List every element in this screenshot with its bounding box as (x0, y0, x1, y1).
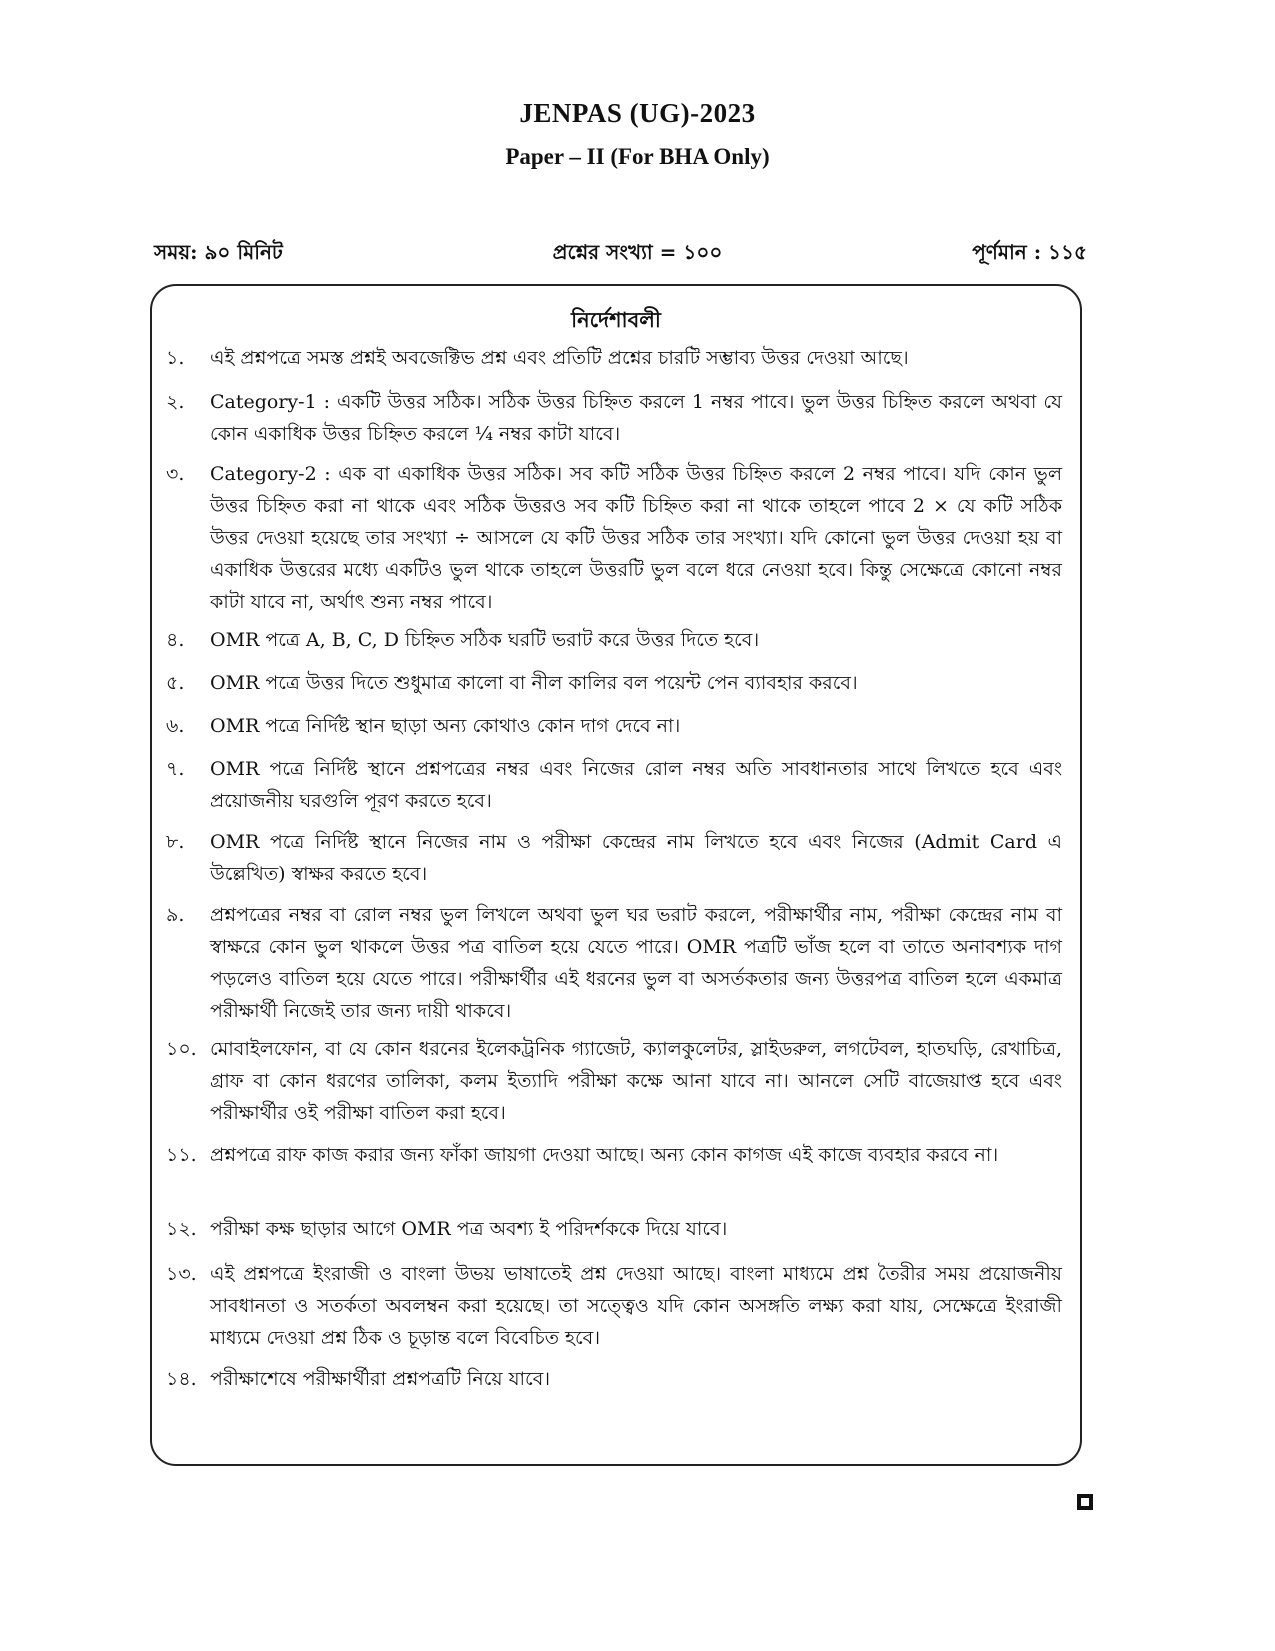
instruction-text: প্রশ্নপত্রে রাফ কাজ করার জন্য ফাঁকা জায়গা দেওয়া আছে। অন্য কোন কাগজ এই কাজে ব্যবহার করবে না। (210, 1144, 999, 1166)
instruction-text: Category-1 : একটি উত্তর সঠিক। সঠিক উত্তর চিহ্নিত করলে 1 নম্বর পাবে। ভুল উত্তর চিহ্নিত করলে অথবা যে কোন একাধিক উত্তর চিহ্নিত করলে ¼ নম্বর কাটা যাবে। (210, 391, 1062, 445)
instructions-heading: নির্দেশাবলী (571, 307, 661, 332)
instruction-number: ৭. (166, 758, 185, 780)
instruction-text: এই প্রশ্নপত্রে সমস্ত প্রশ্নই অবজেক্টিভ প্রশ্ন এবং প্রতিটি প্রশ্নের চারটি সম্ভাব্য উত্তর দেওয়া আছে। (210, 347, 909, 369)
instruction-item-9 (166, 899, 1062, 1027)
instruction-text: OMR পত্রে নির্দিষ্ট স্থান ছাড়া অন্য কোথাও কোন দাগ দেবে না। (210, 715, 681, 737)
instruction-item-6 (166, 710, 1062, 742)
instruction-number: ১২. (166, 1218, 197, 1240)
instruction-text: OMR পত্রে উত্তর দিতে শুধুমাত্র কালো বা নীল কালির বল পয়েন্ট পেন ব্যাবহার করবে। (210, 672, 858, 694)
instruction-item-8 (166, 826, 1062, 890)
instruction-item-3 (166, 458, 1062, 618)
instruction-item-4 (166, 624, 1062, 656)
instruction-number: ১১. (166, 1144, 197, 1166)
instruction-number: ৯. (166, 904, 185, 926)
instruction-text: এই প্রশ্নপত্রে ইংরাজী ও বাংলা উভয় ভাষাতেই প্রশ্ন দেওয়া আছে। বাংলা মাধ্যমে প্রশ্ন তৈরীর সময় প্রয়োজনীয় সাবধানতা ও সতর্কতা অবলম্বন করা হয়েছে। তা সত্ত্বেও যদি কোন অসঙ্গতি লক্ষ্য করা যায়, সেক্ষেত্রে ইংরাজী মাধ্যমে দেওয়া প্রশ্ন ঠিক ও চূড়ান্ত বলে বিবেচিত হবে। (210, 1263, 1062, 1349)
instruction-number: ৪. (166, 629, 185, 651)
instruction-number: ১০. (166, 1038, 197, 1060)
instruction-item-7 (166, 753, 1062, 817)
instruction-item-13 (166, 1258, 1062, 1354)
instruction-number: ১৪. (166, 1368, 197, 1390)
instruction-item-11 (166, 1139, 1062, 1171)
instruction-number: ৬. (166, 715, 185, 737)
instruction-number: ২. (166, 391, 185, 413)
page-subtitle: Paper – II (For BHA Only) (505, 144, 770, 169)
instruction-text: পরীক্ষা কক্ষ ছাড়ার আগে OMR পত্র অবশ্য ই পরিদর্শককে দিয়ে যাবে। (210, 1218, 728, 1240)
instruction-item-14 (166, 1363, 1062, 1395)
instruction-number: ৩. (166, 463, 185, 485)
instruction-number: ১৩. (166, 1263, 197, 1285)
instruction-item-5 (166, 667, 1062, 699)
instruction-text: পরীক্ষাশেষে পরীক্ষার্থীরা প্রশ্নপত্রটি নিয়ে যাবে। (210, 1368, 551, 1390)
instruction-item-2 (166, 386, 1062, 450)
instruction-text: মোবাইলফোন, বা যে কোন ধরনের ইলেকট্রনিক গ্যাজেট, ক্যালকুলেটর, স্লাইডরুল, লগটেবল, হাতঘড়ি, রেখাচিত্র, গ্রাফ বা কোন ধরণের তালিকা, কলম ইত্যাদি পরীক্ষা কক্ষে আনা যাবে না। আনলে সেটি বাজেয়াপ্ত হবে এবং পরীক্ষার্থীর ওই পরীক্ষা বাতিল করা হবে। (210, 1038, 1062, 1124)
page-corner-square-mark (1077, 1494, 1093, 1510)
instructions-box (150, 284, 1082, 1466)
instruction-text: প্রশ্নপত্রের নম্বর বা রোল নম্বর ভুল লিখলে অথবা ভুল ঘর ভরাট করলে, পরীক্ষার্থীর নাম, পরীক্ষা কেন্দ্রের নাম বা স্বাক্ষরে কোন ভুল থাকলে উত্তর পত্র বাতিল হয়ে যেতে পারে। OMR পত্রটি ভাঁজ হলে বা তাতে অনাবশ্যক দাগ পড়লেও বাতিল হয়ে যেতে পারে। পরীক্ষার্থীর এই ধরনের ভুল বা অসর্তকতার জন্য উত্তরপত্র বাতিল হলে একমাত্র পরীক্ষার্থী নিজেই তার জন্য দায়ী থাকবে। (210, 904, 1062, 1022)
instruction-text: Category-2 : এক বা একাধিক উত্তর সঠিক। সব কটি সঠিক উত্তর চিহ্নিত করলে 2 নম্বর পাবে। যদি কোন ভুল উত্তর চিহ্নিত করা না থাকে এবং সঠিক উত্তরও সব কটি চিহ্নিত করা না থাকে তাহলে পাবে 2 × যে কটি সঠিক উত্তর দেওয়া হয়েছে তার সংখ্যা ÷ আসলে যে কটি উত্তর সঠিক তার সংখ্যা। যদি কোনো ভুল উত্তর দেওয়া হয় বা একাধিক উত্তরের মধ্যে একটিও ভুল থাকে তাহলে উত্তরটি ভুল বলে ধরে নেওয়া হবে। কিন্তু সেক্ষেত্রে কোনো নম্বর কাটা যাবে না, অর্থাৎ শুন্য নম্বর পাবে। (210, 463, 1062, 613)
page-title: JENPAS (UG)-2023 (519, 98, 756, 128)
instruction-number: ৫. (166, 672, 185, 694)
instruction-number: ৮. (166, 831, 185, 853)
instruction-item-1 (166, 342, 1062, 374)
instruction-number: ১. (166, 347, 185, 369)
instruction-item-10 (166, 1033, 1062, 1129)
instruction-text: OMR পত্রে A, B, C, D চিহ্নিত সঠিক ঘরটি ভরাট করে উত্তর দিতে হবে। (210, 629, 760, 651)
exam-time: সময়: ৯০ মিনিট (154, 240, 283, 264)
question-count: প্রশ্নের সংখ্যা = ১০০ (552, 240, 723, 264)
instruction-text: OMR পত্রে নির্দিষ্ট স্থানে প্রশ্নপত্রের নম্বর এবং নিজের রোল নম্বর অতি সাবধানতার সাথে লিখতে হবে এবং প্রয়োজনীয় ঘরগুলি পূরণ করতে হবে। (210, 758, 1062, 812)
instruction-item-12 (166, 1213, 1062, 1245)
instruction-text: OMR পত্রে নির্দিষ্ট স্থানে নিজের নাম ও পরীক্ষা কেন্দ্রের নাম লিখতে হবে এবং নিজের (Admit Card এ উল্লেখিত) স্বাক্ষর করতে হবে। (210, 831, 1062, 885)
full-marks: পূর্ণমান : ১১৫ (972, 240, 1087, 264)
